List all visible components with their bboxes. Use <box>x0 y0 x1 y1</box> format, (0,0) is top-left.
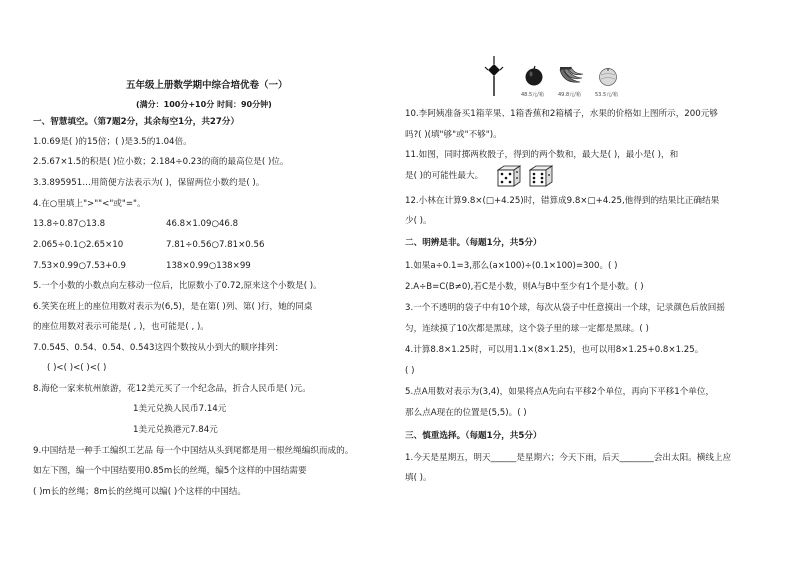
dice-icon <box>528 164 554 188</box>
chinese-knot-icon <box>484 56 504 96</box>
question-4-item: 7.53×0.99○7.53+0.9 <box>33 261 126 271</box>
judgement-5-line-2: 那么点A现在的位置是(5,5)。( ) <box>405 408 527 418</box>
choice-1-line-2: 填( )。 <box>405 473 432 483</box>
question-9-line-3: ( )m长的丝绳；8m长的丝绳可以编( )个这样的中国结。 <box>33 487 246 497</box>
question-2: 2.5.67×1.5的积是( )位小数；2.184÷0.23的商的最高位是( )位。 <box>33 157 289 167</box>
question-4-item: 138×0.99○138×99 <box>166 261 251 271</box>
question-4-item: 13.8÷0.87○13.8 <box>33 219 106 229</box>
orange-price: 53.5元/箱 <box>595 92 618 98</box>
question-4-item: 2.065÷0.1○2.65×10 <box>33 240 124 250</box>
question-4-item: 7.81÷0.56○7.81×0.56 <box>166 240 265 250</box>
question-6-line-1: 6.笑笑在班上的座位用数对表示为(6,5)，是在第( )列、第( )行，她的同桌 <box>33 302 313 312</box>
question-11-line-1: 11.如图，同时掷两枚骰子，得到的两个数和，最大是( )，最小是( )，和 <box>405 150 679 160</box>
question-9-line-1: 9.中国结是一种手工编织工艺品 每一个中国结从头到尾都是用一根丝绳编织而成的。 <box>33 446 354 456</box>
section-2-heading: 二、明辨是非。（每题1分，共5分） <box>405 238 542 248</box>
exchange-rate-hkd: 1美元兑换港元7.84元 <box>133 425 218 435</box>
banana-price: 49.8元/箱 <box>558 92 581 98</box>
question-12-line-2: 少( )。 <box>405 216 432 226</box>
judgement-4: 4.计算8.8×1.25时，可以用1.1×(8×1.25)，也可以用8×1.25+0.8×1.25。 <box>405 345 704 355</box>
question-4-item: 46.8×1.09○46.8 <box>166 219 239 229</box>
question-3: 3.3.895951…用简便方法表示为( )，保留两位小数约是( )。 <box>33 178 265 188</box>
question-10-line-2: 吗?( )(填"够"或"不够")。 <box>405 130 502 140</box>
question-6-line-2: 的座位用数对表示可能是( , )，也可能是( , )。 <box>33 322 209 332</box>
judgement-1: 1.如果a÷0.1=3,那么(a×100)÷(0.1×100)=300。( ) <box>405 261 618 271</box>
question-7-line-1: 7.0.545、0.54、0.54、0.543这四个数按从小到大的顺序排列： <box>33 343 284 353</box>
judgement-2: 2.A÷B=C(B≠0),若C是小数，则A与B中至少有1个是小数。( ) <box>405 282 644 292</box>
question-5: 5.一个小数的小数点向左移动一位后，比原数小了0.72,原来这个小数是( )。 <box>33 281 322 291</box>
exchange-rate-rmb: 1美元兑换人民币7.14元 <box>133 404 227 414</box>
banana-icon <box>558 66 584 86</box>
apple-icon <box>524 66 544 86</box>
dice-icon <box>496 164 522 188</box>
question-11-line-2: 是( )的可能性最大。 <box>405 171 484 181</box>
section-3-heading: 三、慎重选择。（每题1分，共5分） <box>405 431 542 441</box>
exam-meta: (满分：100分+10分 时间：90分钟) <box>136 100 272 109</box>
apple-price: 48.5元/箱 <box>521 92 544 98</box>
choice-1-line-1: 1.今天是星期五，明天______是星期六；今天下雨，后天________会出太阳。横线上应 <box>405 453 732 463</box>
judgement-5-line-1: 5.点A用数对表示为(3,4)，如果将点A先向右平移2个单位，再向下平移1个单位， <box>405 387 715 397</box>
question-7-line-2: ( )<( )<( )<( ) <box>47 363 107 373</box>
judgement-4-blank: ( ) <box>405 366 415 376</box>
question-1: 1.0.69是( )的15倍；( )是3.5的1.04倍。 <box>33 137 192 147</box>
question-9-line-2: 如左下图，编一个中国结要用0.85m长的丝绳，编5个这样的中国结需要 <box>33 466 307 476</box>
question-8: 8.海伦一家来杭州旅游，花12美元买了一个纪念品，折合人民币是( )元。 <box>33 384 311 394</box>
page-title: 五年级上册数学期中综合培优卷（一） <box>126 80 288 91</box>
judgement-3-line-1: 3.一个不透明的袋子中有10个球，每次从袋子中任意摸出一个球，记录颜色后放回摇 <box>405 303 725 313</box>
question-10-line-1: 10.李阿姨准备买1箱苹果、1箱香蕉和2箱橘子，水果的价格如上图所示，200元够 <box>405 109 718 119</box>
question-12-line-1: 12.小林在计算9.8×(□+4.25)时，错算成9.8×□+4.25,他得到的结果比正确结果 <box>405 196 720 206</box>
orange-icon <box>598 66 618 86</box>
section-1-heading: 一、智慧填空。（第7题2分，其余每空1分，共27分） <box>33 117 240 127</box>
judgement-3-line-2: 匀，连续摸了10次都是黑球，这个袋子里的球一定都是黑球。( ) <box>405 324 649 334</box>
question-4: 4.在○里填上">""<"或"="。 <box>33 199 146 209</box>
